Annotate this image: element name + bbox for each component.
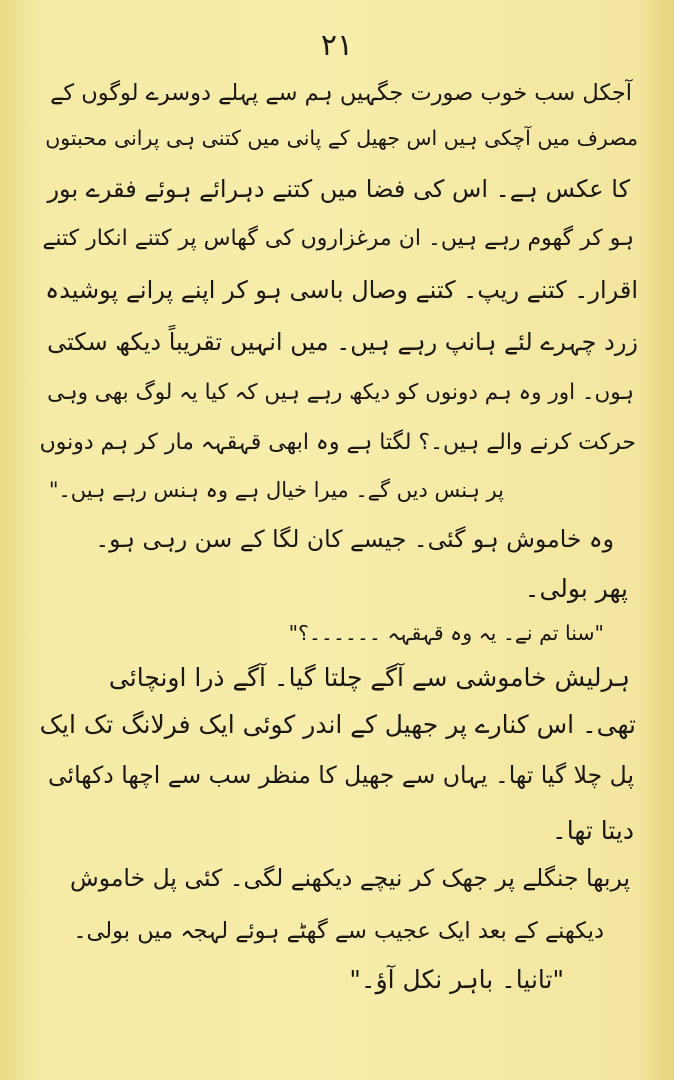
- text-line-14: تھی۔ اس کنارے پر جھیل کے اندر کوئی ایک فرلانگ تک ایک: [39, 710, 636, 739]
- text-line-15: پل چلا گیا تھا۔ یہاں سے جھیل کا منظر سب سے اچھا دکھائی: [47, 761, 634, 789]
- text-line-19: "تانیا۔ باہر نکل آؤ۔": [349, 965, 564, 994]
- text-line-8: حرکت کرنے والے ہیں۔؟ لگتا ہے وہ ابھی قہقہہ مار کر ہم دونوں: [39, 430, 636, 455]
- text-line-3: کا عکس ہے۔ اس کی فضا میں کتنے دہرائے ہوئے فقرے بور: [47, 175, 630, 203]
- text-line-5: اقرار۔ کتنے ریپ۔ کتنے وصال باسی ہو کر اپنے پرانے پوشیدہ: [45, 276, 638, 304]
- text-line-16: دیتا تھا۔: [552, 816, 634, 845]
- text-line-12: "سنا تم نے۔ یہ وہ قہقہہ ۔۔۔۔۔۔؟": [288, 621, 604, 645]
- text-line-1: آجکل سب خوب صورت جگہیں ہم سے پہلے دوسرے لوگوں کے: [50, 80, 632, 106]
- text-line-10: وہ خاموش ہو گئی۔ جیسے کان لگا کے سن رہی ہو۔: [95, 525, 614, 553]
- text-line-9: پر ہنس دیں گے۔ میرا خیال ہے وہ ہنس رہے ہیں۔": [48, 478, 504, 502]
- text-line-13: ہرلیش خاموشی سے آگے چلتا گیا۔ آگے ذرا اونچائی: [108, 663, 630, 692]
- text-line-18: دیکھنے کے بعد ایک عجیب سے گھٹے ہوئے لہجہ میں بولی۔: [73, 918, 604, 944]
- text-line-17: پربھا جنگلے پر جھک کر نیچے دیکھنے لگی۔ کئی پل خاموش: [70, 864, 630, 892]
- text-line-4: ہو کر گھوم رہے ہیں۔ ان مرغزاروں کی گھاس پر کتنے انکار کتنے: [42, 226, 634, 251]
- text-line-7: ہوں۔ اور وہ ہم دونوں کو دیکھ رہے ہیں کہ کیا یہ لوگ بھی وہی: [47, 380, 634, 405]
- text-line-6: زرد چہرے لئے ہانپ رہے ہیں۔ میں انہیں تقریباً دیکھ سکتی: [47, 328, 638, 356]
- page-number: ۲۱: [320, 28, 354, 63]
- text-line-11: پھر بولی۔: [524, 574, 628, 603]
- text-line-2: مصرف میں آچکی ہیں اس جھیل کے پانی میں کتنی ہی پرانی محبتوں: [45, 126, 638, 150]
